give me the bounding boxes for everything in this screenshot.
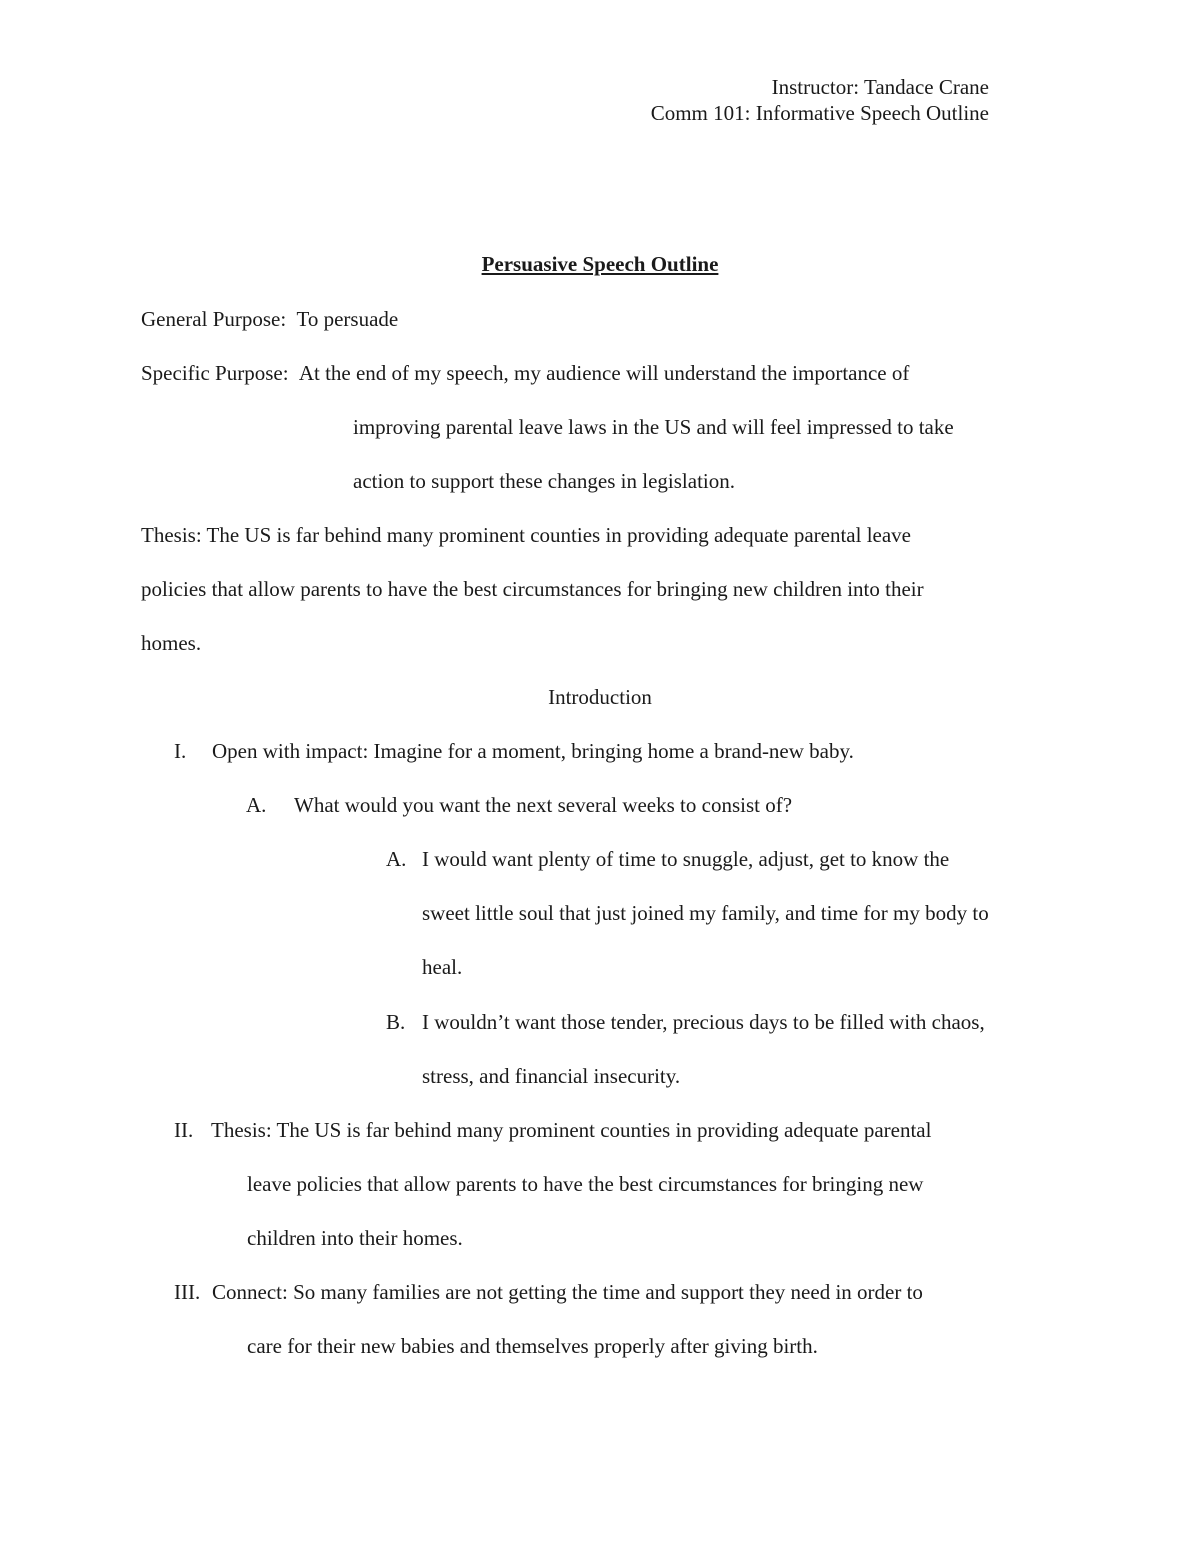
- intro-item-1-text: Open with impact: Imagine for a moment, bringing home a brand-new baby.: [212, 739, 854, 763]
- intro-item-1-a-a-line-1: I would want plenty of time to snuggle, adjust, get to know the: [422, 847, 950, 871]
- introduction-heading: Introduction: [548, 685, 652, 709]
- intro-item-1-a-marker: A.: [246, 793, 267, 817]
- general-purpose-text: To persuade: [296, 307, 399, 331]
- intro-item-3-line-2: care for their new babies and themselves properly after giving birth.: [247, 1334, 818, 1358]
- intro-item-1-a-b-line-2: stress, and financial insecurity.: [422, 1064, 681, 1088]
- specific-purpose-label: Specific Purpose:: [141, 361, 289, 385]
- specific-purpose-text-1: At the end of my speech, my audience will understand the importance of: [298, 361, 910, 385]
- intro-item-2-line-3: children into their homes.: [247, 1226, 463, 1250]
- intro-item-1-a-a-line-3: heal.: [422, 955, 463, 979]
- intro-item-1-marker: I.: [174, 739, 187, 763]
- thesis-line-1: Thesis: The US is far behind many prominent counties in providing adequate parental leave: [141, 523, 911, 547]
- specific-purpose-line-3: action to support these changes in legislation.: [353, 469, 735, 493]
- intro-item-1-a-b-line-1: I wouldn’t want those tender, precious days to be filled with chaos,: [422, 1010, 985, 1034]
- intro-item-1-a-a-line-2: sweet little soul that just joined my family, and time for my body to: [422, 901, 989, 925]
- page-title: Persuasive Speech Outline: [481, 252, 719, 276]
- thesis-line-2: policies that allow parents to have the best circumstances for bringing new children into their: [141, 577, 924, 601]
- general-purpose: [141, 305, 398, 333]
- intro-item-3-marker: III.: [174, 1280, 201, 1304]
- specific-purpose-line-1: [141, 359, 909, 387]
- intro-item-1-a-b-marker: B.: [386, 1010, 406, 1034]
- intro-item-3-line-1: Connect: So many families are not getting the time and support they need in order to: [212, 1280, 923, 1304]
- header-instructor: Instructor: Tandace Crane: [771, 75, 989, 99]
- intro-item-1-a-text: What would you want the next several weeks to consist of?: [294, 793, 793, 817]
- intro-item-2-marker: II.: [174, 1118, 194, 1142]
- intro-item-2-line-2: leave policies that allow parents to have the best circumstances for bringing new: [247, 1172, 924, 1196]
- intro-item-1-a-a-marker: A.: [386, 847, 407, 871]
- thesis-line-3: homes.: [141, 631, 202, 655]
- header-course: Comm 101: Informative Speech Outline: [650, 101, 989, 125]
- specific-purpose-line-2: improving parental leave laws in the US and will feel impressed to take: [353, 415, 954, 439]
- general-purpose-label: General Purpose:: [141, 307, 287, 331]
- intro-item-2-line-1: Thesis: The US is far behind many prominent counties in providing adequate parental: [211, 1118, 932, 1142]
